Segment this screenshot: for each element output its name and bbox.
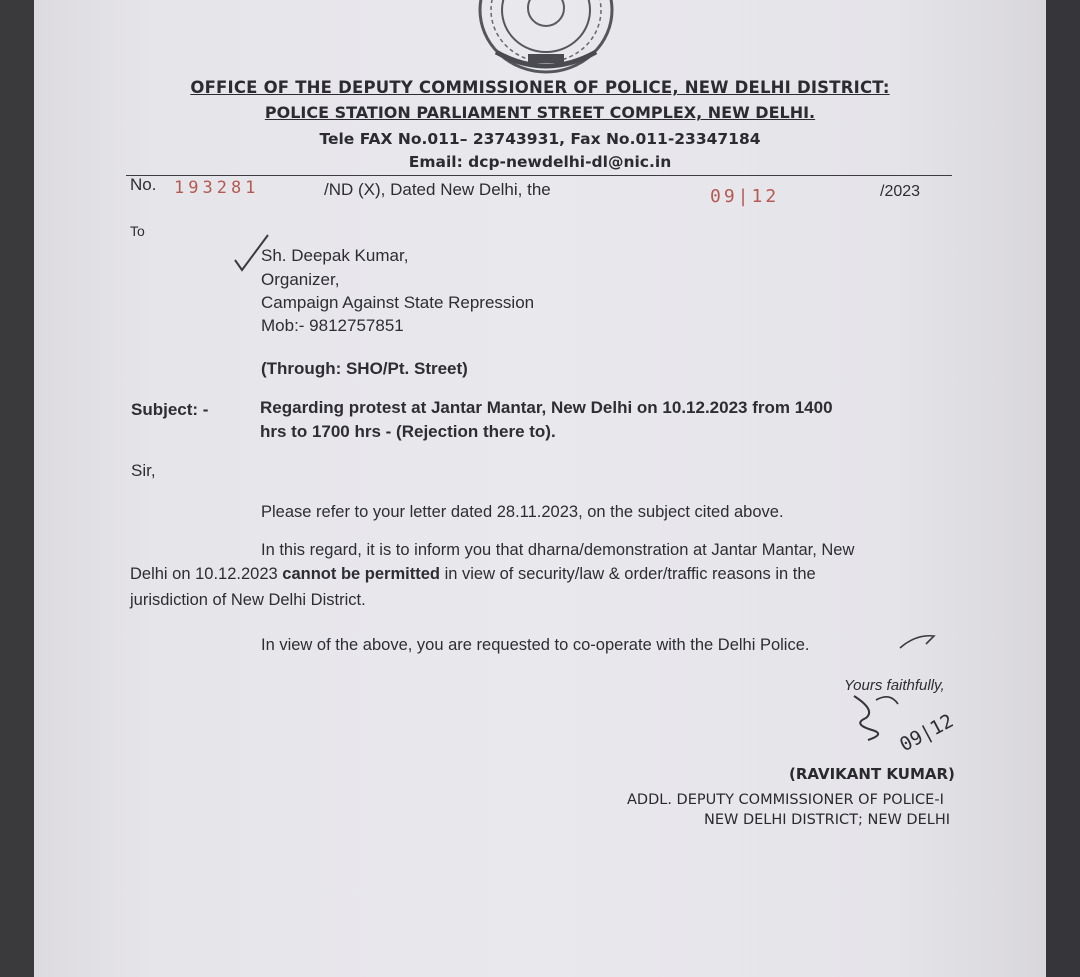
- subject-line-2: hrs to 1700 hrs - (Rejection there to).: [260, 422, 556, 441]
- handwritten-reference-number: 193281: [174, 178, 260, 198]
- valediction: Yours faithfully,: [844, 677, 945, 694]
- police-seal-emblem: [466, 0, 626, 80]
- paragraph-1: Please refer to your letter dated 28.11.2023, on the subject cited above.: [261, 503, 784, 521]
- addressee-role: Organizer,: [261, 270, 340, 289]
- paragraph-2-line-3: jurisdiction of New Delhi District.: [130, 591, 366, 609]
- salutation: Sir,: [131, 461, 156, 480]
- to-label: To: [130, 223, 145, 239]
- photo-frame-right: [1046, 0, 1080, 977]
- photo-frame-left: [0, 0, 34, 977]
- signer-name: (RAVIKANT KUMAR): [789, 765, 955, 783]
- fax-line: Tele FAX No.011– 23743931, Fax No.011-23347184: [319, 130, 761, 148]
- reference-year: /2023: [880, 183, 921, 200]
- subject-line-1: Regarding protest at Jantar Mantar, New Delhi on 10.12.2023 from 1400: [260, 398, 833, 417]
- reference-text: /ND (X), Dated New Delhi, the: [324, 180, 551, 199]
- station-title: POLICE STATION PARLIAMENT STREET COMPLEX, NEW DELHI.: [264, 103, 816, 122]
- not-permitted-emphasis: cannot be permitted: [282, 565, 440, 583]
- header-divider: [126, 175, 952, 176]
- handwritten-sign-date: 09|12: [896, 709, 958, 757]
- letter-page: [34, 0, 1046, 977]
- office-title: OFFICE OF THE DEPUTY COMMISSIONER OF POLICE, NEW DELHI DISTRICT:: [190, 78, 890, 97]
- signer-district: NEW DELHI DISTRICT; NEW DELHI: [704, 812, 951, 828]
- paragraph-3: In view of the above, you are requested to co-operate with the Delhi Police.: [261, 636, 810, 654]
- paragraph-2-line-2-start: Delhi on 10.12.2023: [130, 565, 278, 583]
- handwritten-date: 09|12: [710, 186, 780, 207]
- paragraph-2-line-2: [130, 565, 816, 584]
- email-line: Email: dcp-newdelhi-dl@nic.in: [408, 153, 672, 171]
- paragraph-2-line-1: In this regard, it is to inform you that dharna/demonstration at Jantar Mantar, New: [261, 541, 855, 559]
- addressee-organization: Campaign Against State Repression: [261, 293, 535, 312]
- paragraph-2-line-2-end: in view of security/law & order/traffic reasons in the: [444, 565, 816, 583]
- pen-stroke-icon: [898, 626, 938, 656]
- addressee-name: Sh. Deepak Kumar,: [261, 246, 409, 265]
- subject-label: Subject: -: [131, 400, 209, 419]
- reference-no-label: No.: [130, 175, 157, 194]
- addressee-mobile: Mob:- 9812757851: [261, 316, 404, 335]
- signer-designation: ADDL. DEPUTY COMMISSIONER OF POLICE-I: [627, 792, 944, 808]
- through-line: (Through: SHO/Pt. Street): [261, 359, 468, 378]
